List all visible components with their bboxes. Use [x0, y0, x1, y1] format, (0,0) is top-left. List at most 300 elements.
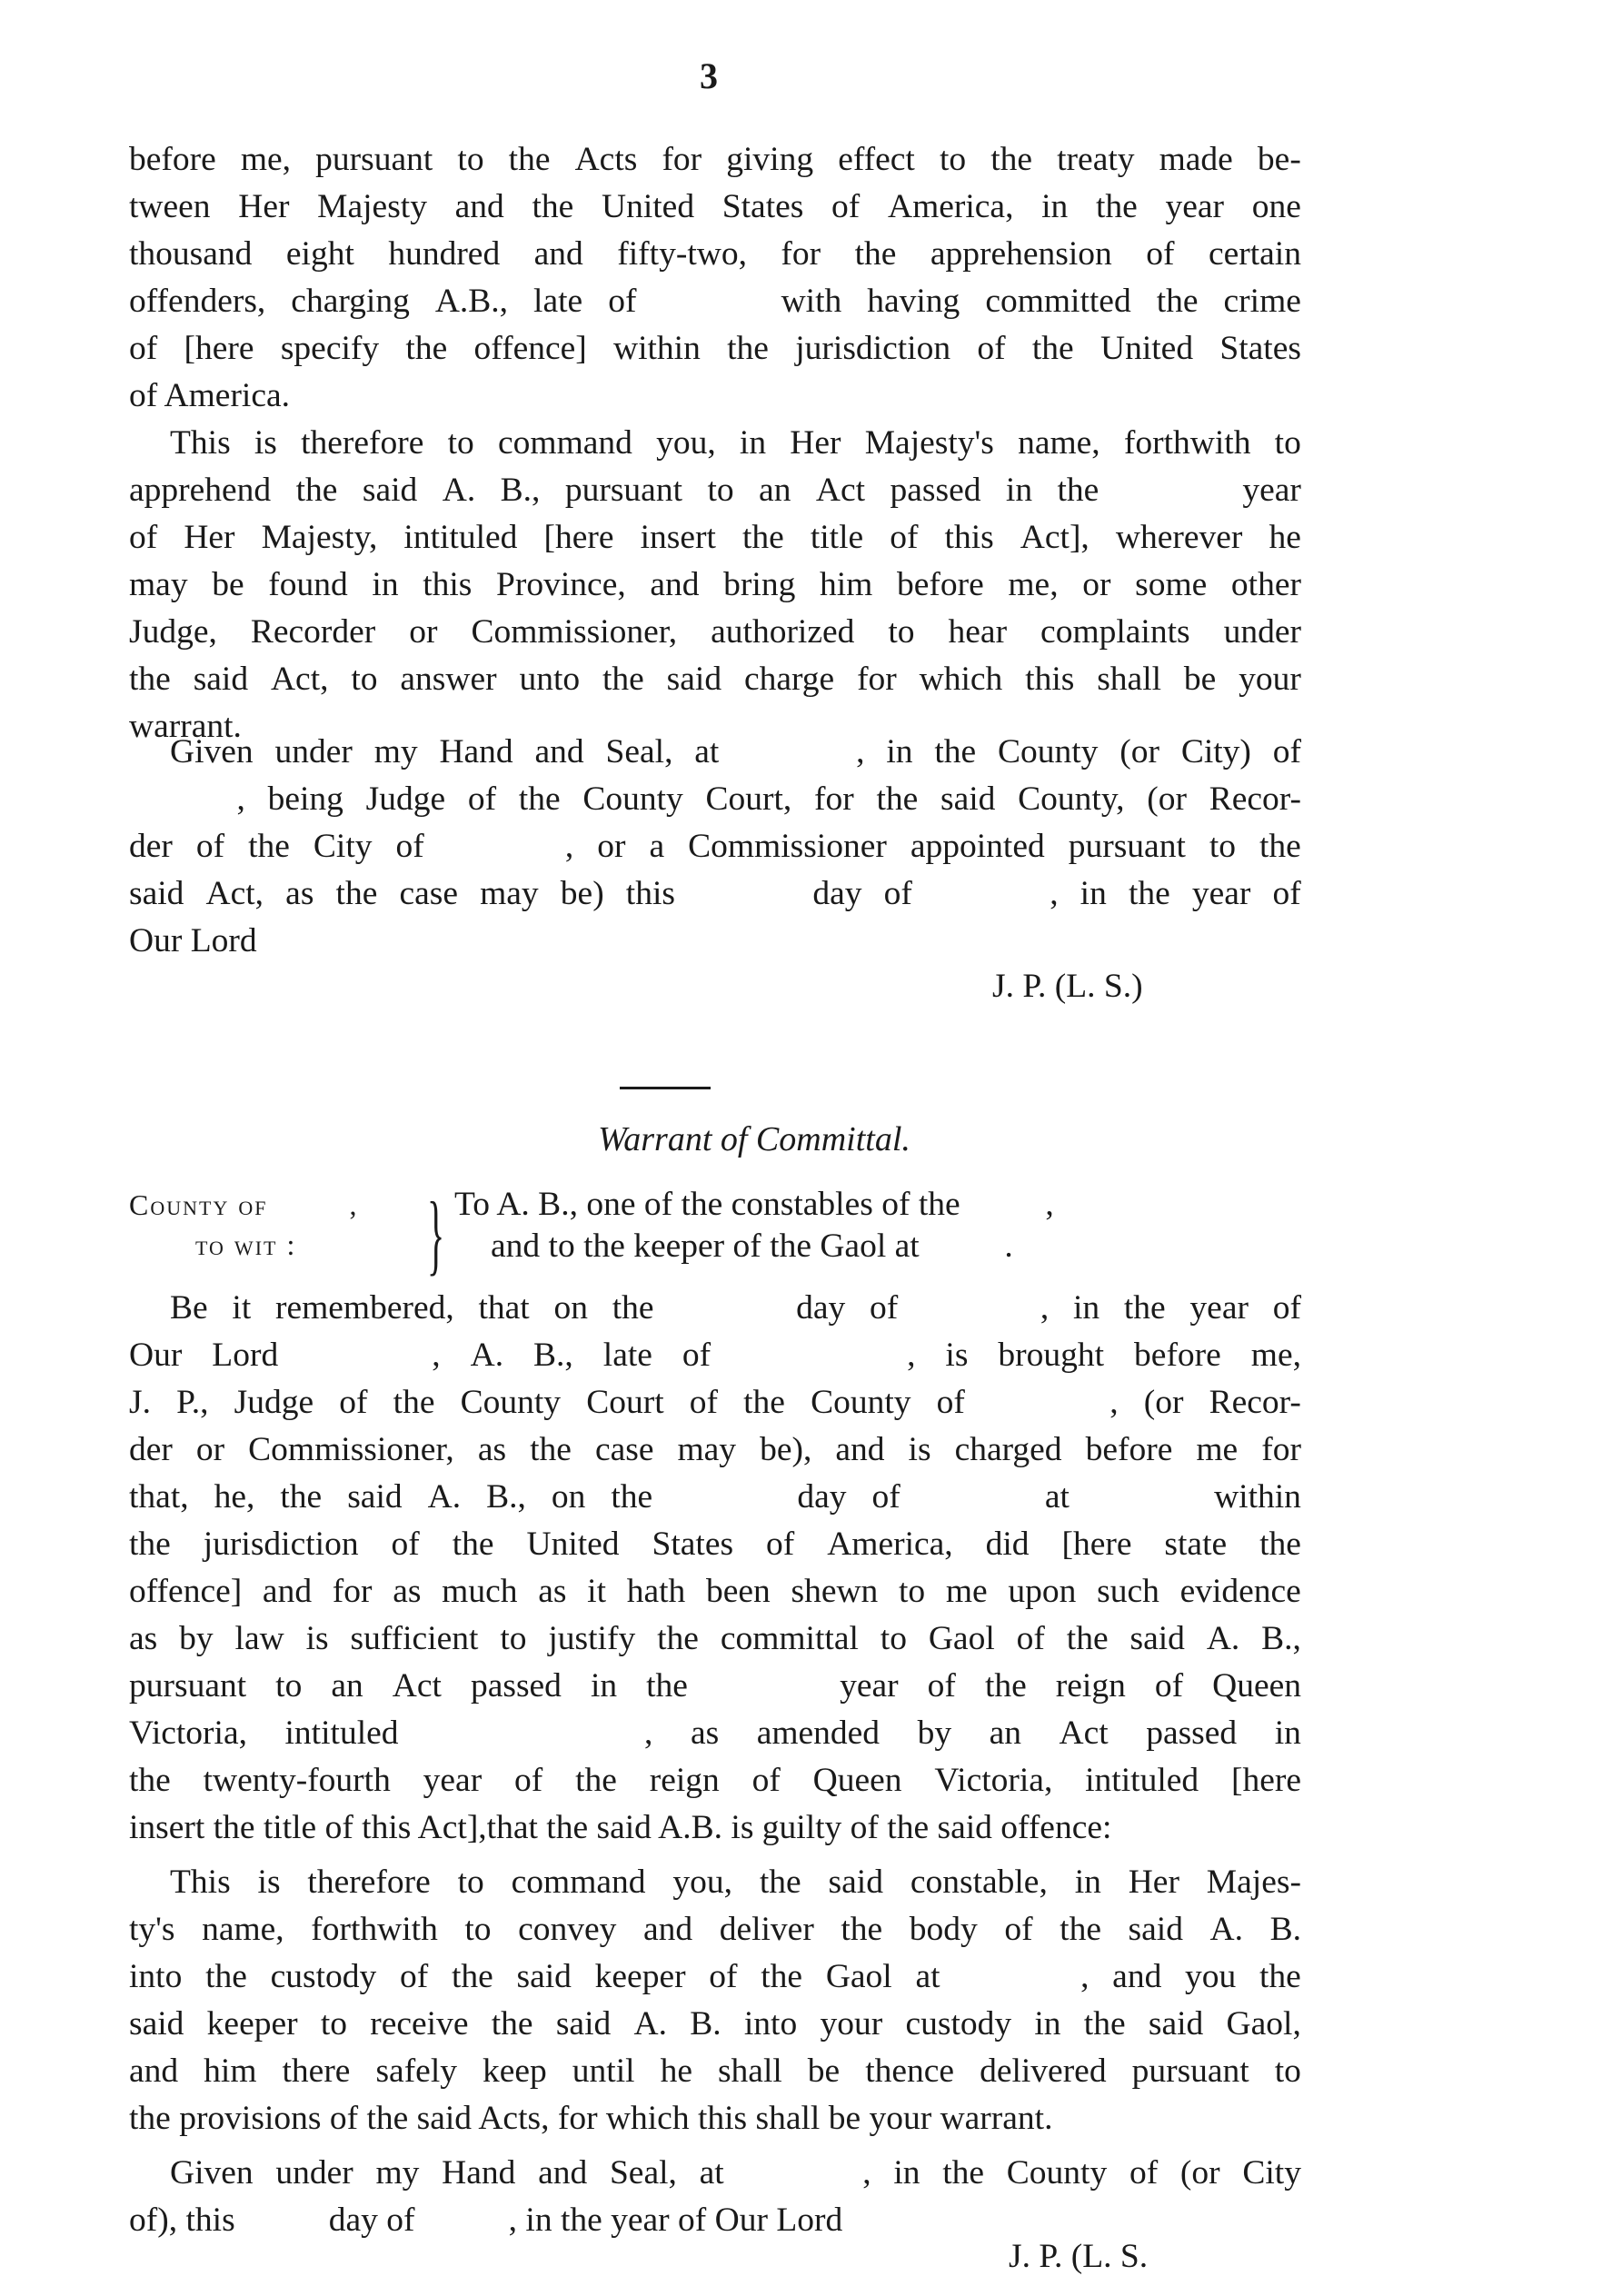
word: your [1239, 661, 1301, 698]
word: ty's [129, 1911, 175, 1948]
word: on [551, 1478, 586, 1516]
word: Recor- [1209, 1384, 1301, 1421]
word: the [575, 1762, 617, 1799]
word: the [129, 661, 171, 698]
word: the [984, 1667, 1027, 1705]
word: to [1274, 424, 1301, 462]
text-line [129, 1757, 1301, 1804]
word: receive [370, 2005, 469, 2043]
text-line [129, 870, 1301, 918]
arrest-paragraph-3 [129, 729, 1301, 965]
word: for [781, 235, 821, 273]
text-line [129, 776, 1301, 823]
word: with [781, 283, 842, 320]
word: late [602, 1337, 652, 1374]
word: thence [865, 2052, 955, 2090]
word: the [1083, 2005, 1126, 2043]
word: of [1004, 1911, 1033, 1948]
word: B., [533, 1337, 573, 1374]
blank-space [308, 1332, 402, 1379]
word: and [1112, 1958, 1162, 1995]
word: of [883, 875, 912, 912]
word: of [751, 1762, 781, 1799]
blank-space [1095, 1474, 1189, 1521]
word: County [811, 1384, 911, 1421]
word: der [129, 1431, 173, 1468]
word: pursuant [1131, 2052, 1249, 2090]
word: Hand [442, 2154, 516, 2192]
word: intituled [1085, 1762, 1199, 1799]
word: eight [285, 235, 354, 273]
word: into [743, 2005, 798, 2043]
word: day [796, 1289, 846, 1327]
word: at [699, 2154, 724, 2192]
blank-space [662, 278, 755, 325]
word: the [452, 1526, 494, 1563]
word: said [516, 1958, 572, 1995]
word: in [1005, 472, 1033, 509]
word: of [1272, 733, 1301, 770]
word: A. [633, 2005, 667, 2043]
word: to [275, 1667, 303, 1705]
word: authorized [711, 613, 855, 651]
word: Her [1128, 1864, 1179, 1901]
word: of [1129, 2154, 1159, 2192]
word: into [129, 1958, 183, 1995]
word: said [347, 1478, 403, 1516]
word: before [129, 141, 216, 178]
word: apprehension [930, 235, 1112, 273]
word: of [1272, 875, 1301, 912]
word: custody [270, 1958, 377, 1995]
word: on [553, 1289, 588, 1327]
caption-to-wit: to wit : [195, 1228, 297, 1261]
word: of [871, 1478, 901, 1516]
blank-space [741, 1332, 877, 1379]
word: the [1156, 283, 1199, 320]
word: be [1183, 661, 1217, 698]
word: B., [1261, 1620, 1301, 1657]
word: the [761, 1958, 803, 1995]
text-line [129, 562, 1301, 609]
word: offenders, [129, 283, 266, 320]
word: at [915, 1958, 940, 1995]
word: the [743, 1384, 785, 1421]
word: evidence [1179, 1573, 1301, 1610]
word: Victoria, [129, 1715, 247, 1752]
word: County, [1018, 780, 1125, 818]
word: City [1242, 2154, 1301, 2192]
word: to [880, 1620, 907, 1657]
word: may [480, 875, 539, 912]
word: the [1259, 1958, 1301, 1995]
word: charging [291, 283, 410, 320]
word: to [320, 2005, 348, 2043]
word: the [646, 1667, 688, 1705]
word: the [741, 519, 784, 556]
text-line: the provisions of the said Acts, for which this shall be your warrant. [129, 2100, 1053, 2137]
word: law [234, 1620, 284, 1657]
word: charge [743, 661, 835, 698]
word: of [129, 519, 158, 556]
word: B., [486, 1478, 526, 1516]
word: wherever [1115, 519, 1243, 556]
word: within [613, 330, 701, 367]
word: the [612, 1289, 654, 1327]
word: Queen [812, 1762, 902, 1799]
word: and [835, 1431, 885, 1468]
word: the [1123, 1289, 1166, 1327]
text-line [129, 278, 1301, 325]
word: America, [827, 1526, 953, 1563]
word: jurisdiction [203, 1526, 359, 1563]
text-line: Our Lord [129, 922, 257, 959]
word: being [267, 780, 343, 818]
word: pursuant [1068, 828, 1186, 865]
word: in [739, 424, 767, 462]
word: to [351, 661, 378, 698]
word: which [919, 661, 1003, 698]
word: City [313, 828, 373, 865]
word: until [572, 2052, 635, 2090]
word: under [274, 733, 353, 770]
word: Act [815, 472, 866, 509]
word: made [1159, 141, 1233, 178]
word: Victoria, [934, 1762, 1053, 1799]
word: B. [1269, 1911, 1301, 1948]
word: Commissioner [688, 828, 887, 865]
word: intituled [403, 519, 518, 556]
blank-space [1124, 467, 1218, 514]
word: the [602, 661, 644, 698]
text-line [129, 729, 1301, 776]
word: remembered, [274, 1289, 454, 1327]
word: America, [887, 188, 1014, 225]
text-line [129, 1663, 1301, 1710]
word: forthwith [311, 1911, 438, 1948]
text-line [129, 1568, 1301, 1615]
word: under [275, 2154, 353, 2192]
word: , [1109, 1384, 1119, 1421]
word: keep [483, 2052, 547, 2090]
word: in [893, 2154, 920, 2192]
word: at [694, 733, 720, 770]
word: the [1060, 1911, 1101, 1948]
word: City) [1180, 733, 1251, 770]
word: [here [543, 519, 614, 556]
word: upon [1008, 1573, 1077, 1610]
word: as [477, 1431, 507, 1468]
word: pursuant [315, 141, 433, 178]
word: in [1080, 875, 1107, 912]
blank-space [922, 1285, 1016, 1332]
word: the [876, 780, 919, 818]
text-line [129, 467, 1301, 514]
blank-space [746, 2150, 840, 2197]
word: this [423, 566, 473, 603]
word: , [862, 2154, 871, 2192]
word: the [841, 1911, 883, 1948]
word: an [989, 1715, 1021, 1752]
word: Queen [1212, 1667, 1301, 1705]
word: Act], [1020, 519, 1090, 556]
word: is [305, 1620, 329, 1657]
word: the [611, 1478, 653, 1516]
word: committal [720, 1620, 859, 1657]
word: him [819, 566, 873, 603]
word: charged [954, 1431, 1062, 1468]
word: day [812, 875, 862, 912]
word: effect [838, 141, 915, 178]
word: as [129, 1620, 158, 1657]
word: found [268, 566, 348, 603]
word: to [457, 1864, 484, 1901]
word: in [1034, 2005, 1061, 2043]
word: of [395, 828, 424, 865]
word: [here [184, 330, 254, 367]
text-line [129, 1859, 1301, 1906]
word: the [248, 828, 290, 865]
word: pursuant [564, 472, 682, 509]
word: Recor- [1209, 780, 1301, 818]
word: Seal, [609, 2154, 677, 2192]
word: or [1082, 566, 1111, 603]
word: intituled [284, 1715, 399, 1752]
word: hath [626, 1573, 686, 1610]
word: or [195, 1431, 225, 1468]
word: treaty [1057, 141, 1135, 178]
word: him [204, 2052, 257, 2090]
word: United [526, 1526, 620, 1563]
word: shall [717, 2052, 782, 2090]
word: justify [548, 1620, 636, 1657]
word: specify [280, 330, 380, 367]
word: there [282, 2052, 351, 2090]
word: bring [723, 566, 796, 603]
blank-space [990, 1379, 1084, 1426]
word: the [1066, 1620, 1109, 1657]
word: this [944, 519, 994, 556]
word: be [212, 566, 244, 603]
word: Gaol [928, 1620, 995, 1657]
word: my [373, 733, 418, 770]
word: the [1031, 330, 1074, 367]
word: late [533, 283, 583, 320]
word: forthwith [1123, 424, 1251, 462]
word: said [1128, 1911, 1183, 1948]
word: the [1096, 188, 1138, 225]
word: to [939, 141, 967, 178]
word: in [1074, 1864, 1101, 1901]
word: you [1185, 1958, 1237, 1995]
word: that, [129, 1478, 189, 1516]
word: before [1085, 1431, 1173, 1468]
word: insert [640, 519, 716, 556]
word: Her [790, 424, 841, 462]
word: , [1080, 1958, 1090, 1995]
word: Gaol [825, 1958, 892, 1995]
word: brought [998, 1337, 1105, 1374]
word: Hand [439, 733, 513, 770]
word: body [909, 1911, 978, 1948]
arrest-paragraph-2 [129, 420, 1301, 750]
word: as [538, 1573, 567, 1610]
word: to [899, 1573, 926, 1610]
word: or [597, 828, 626, 865]
word: me [945, 1573, 988, 1610]
word: to [464, 1911, 492, 1948]
word: is [257, 1864, 281, 1901]
word: A. [1206, 1620, 1240, 1657]
word: said [940, 780, 996, 818]
word: said [666, 661, 722, 698]
word: me, [1250, 1337, 1301, 1374]
word: sufficient [350, 1620, 479, 1657]
text-line [129, 1379, 1301, 1426]
word: or [409, 613, 438, 651]
word: he, [214, 1478, 255, 1516]
word: (or [1147, 780, 1187, 818]
word: Her [184, 519, 235, 556]
word: A. [442, 472, 476, 509]
word: Her [238, 188, 290, 225]
word: giving [726, 141, 814, 178]
caption-brace: } [427, 1183, 445, 1284]
text-line [129, 1906, 1301, 1953]
word: of [689, 1384, 718, 1421]
word: and [538, 2154, 588, 2192]
word: such [1097, 1573, 1159, 1610]
word: said [193, 661, 249, 698]
word: passed [1146, 1715, 1238, 1752]
word: of [467, 780, 497, 818]
word: said [555, 2005, 612, 2043]
blank-space [448, 823, 542, 870]
word: This [170, 1864, 231, 1901]
word: fifty-two, [617, 235, 747, 273]
word: much [442, 1573, 518, 1610]
word: der [129, 828, 173, 865]
word: one [1251, 188, 1301, 225]
word: deliver [719, 1911, 814, 1948]
word: said [828, 1864, 883, 1901]
word: crime [1223, 283, 1301, 320]
caption-addressee-1: To A. B., one of the constables of the , [454, 1186, 1054, 1223]
blank-space [678, 1474, 771, 1521]
word: (or [1119, 733, 1159, 770]
word: the [129, 1526, 171, 1563]
word: A. [1209, 1911, 1243, 1948]
word: and [129, 2052, 179, 2090]
word: in [1274, 1715, 1301, 1752]
word: did [985, 1526, 1030, 1563]
word: jurisdiction [795, 330, 951, 367]
word: under [1223, 613, 1301, 651]
word: of [608, 283, 637, 320]
word: and [454, 188, 504, 225]
word: and [650, 566, 700, 603]
word: title [810, 519, 864, 556]
word: County [1006, 2154, 1108, 2192]
word: (or [1179, 2154, 1220, 2192]
word: this [625, 875, 675, 912]
word: and [262, 1573, 313, 1610]
word: a [649, 828, 665, 865]
blank-space [129, 776, 214, 823]
word: year [1165, 188, 1225, 225]
word: of [870, 1289, 899, 1327]
word: custody [905, 2005, 1012, 2043]
word: hundred [388, 235, 501, 273]
text-line: of), this day of , in the year of Our Lord [129, 2202, 843, 2239]
word: to [1209, 828, 1237, 865]
word: that [478, 1289, 530, 1327]
word: for [814, 780, 854, 818]
word: Majesty's [864, 424, 994, 462]
word: Be [170, 1289, 208, 1327]
word: year [423, 1762, 483, 1799]
committal-paragraph-2 [129, 1859, 1301, 2142]
word: is [254, 424, 277, 462]
word: of [682, 1337, 711, 1374]
word: case [399, 875, 458, 912]
word: the [280, 1478, 323, 1516]
word: said [362, 472, 418, 509]
word: Seal, [605, 733, 673, 770]
word: , [856, 733, 865, 770]
word: of [927, 1667, 956, 1705]
word: name, [202, 1911, 284, 1948]
word: , [564, 828, 574, 865]
word: at [1044, 1478, 1070, 1516]
blank-space [717, 1663, 811, 1710]
word: to [447, 424, 474, 462]
word: within [1214, 1478, 1301, 1516]
word: and [534, 733, 584, 770]
text-line [129, 2048, 1301, 2095]
word: command [498, 424, 632, 462]
word: twenty-fourth [203, 1762, 391, 1799]
word: the [1259, 828, 1301, 865]
word: of [709, 1958, 738, 1995]
word: Act, [270, 661, 329, 698]
word: the [759, 1864, 801, 1901]
word: for [857, 661, 897, 698]
blank-space [926, 1474, 1020, 1521]
word: of [195, 828, 225, 865]
word: be- [1257, 141, 1301, 178]
word: County [582, 780, 683, 818]
text-line [129, 420, 1301, 467]
word: as [285, 875, 314, 912]
text-line [129, 1332, 1301, 1379]
word: having [867, 283, 960, 320]
word: Given [170, 733, 254, 770]
word: the [934, 733, 977, 770]
word: of [339, 1384, 368, 1421]
word: reign [649, 1762, 720, 1799]
word: to [457, 141, 484, 178]
word: is [945, 1337, 969, 1374]
word: year [840, 1667, 899, 1705]
word: my [375, 2154, 420, 2192]
word: in [590, 1667, 618, 1705]
word: keeper [206, 2005, 298, 2043]
word: is [908, 1431, 931, 1468]
text-line [129, 1953, 1301, 2001]
word: , [236, 780, 245, 818]
word: pursuant [129, 1667, 247, 1705]
